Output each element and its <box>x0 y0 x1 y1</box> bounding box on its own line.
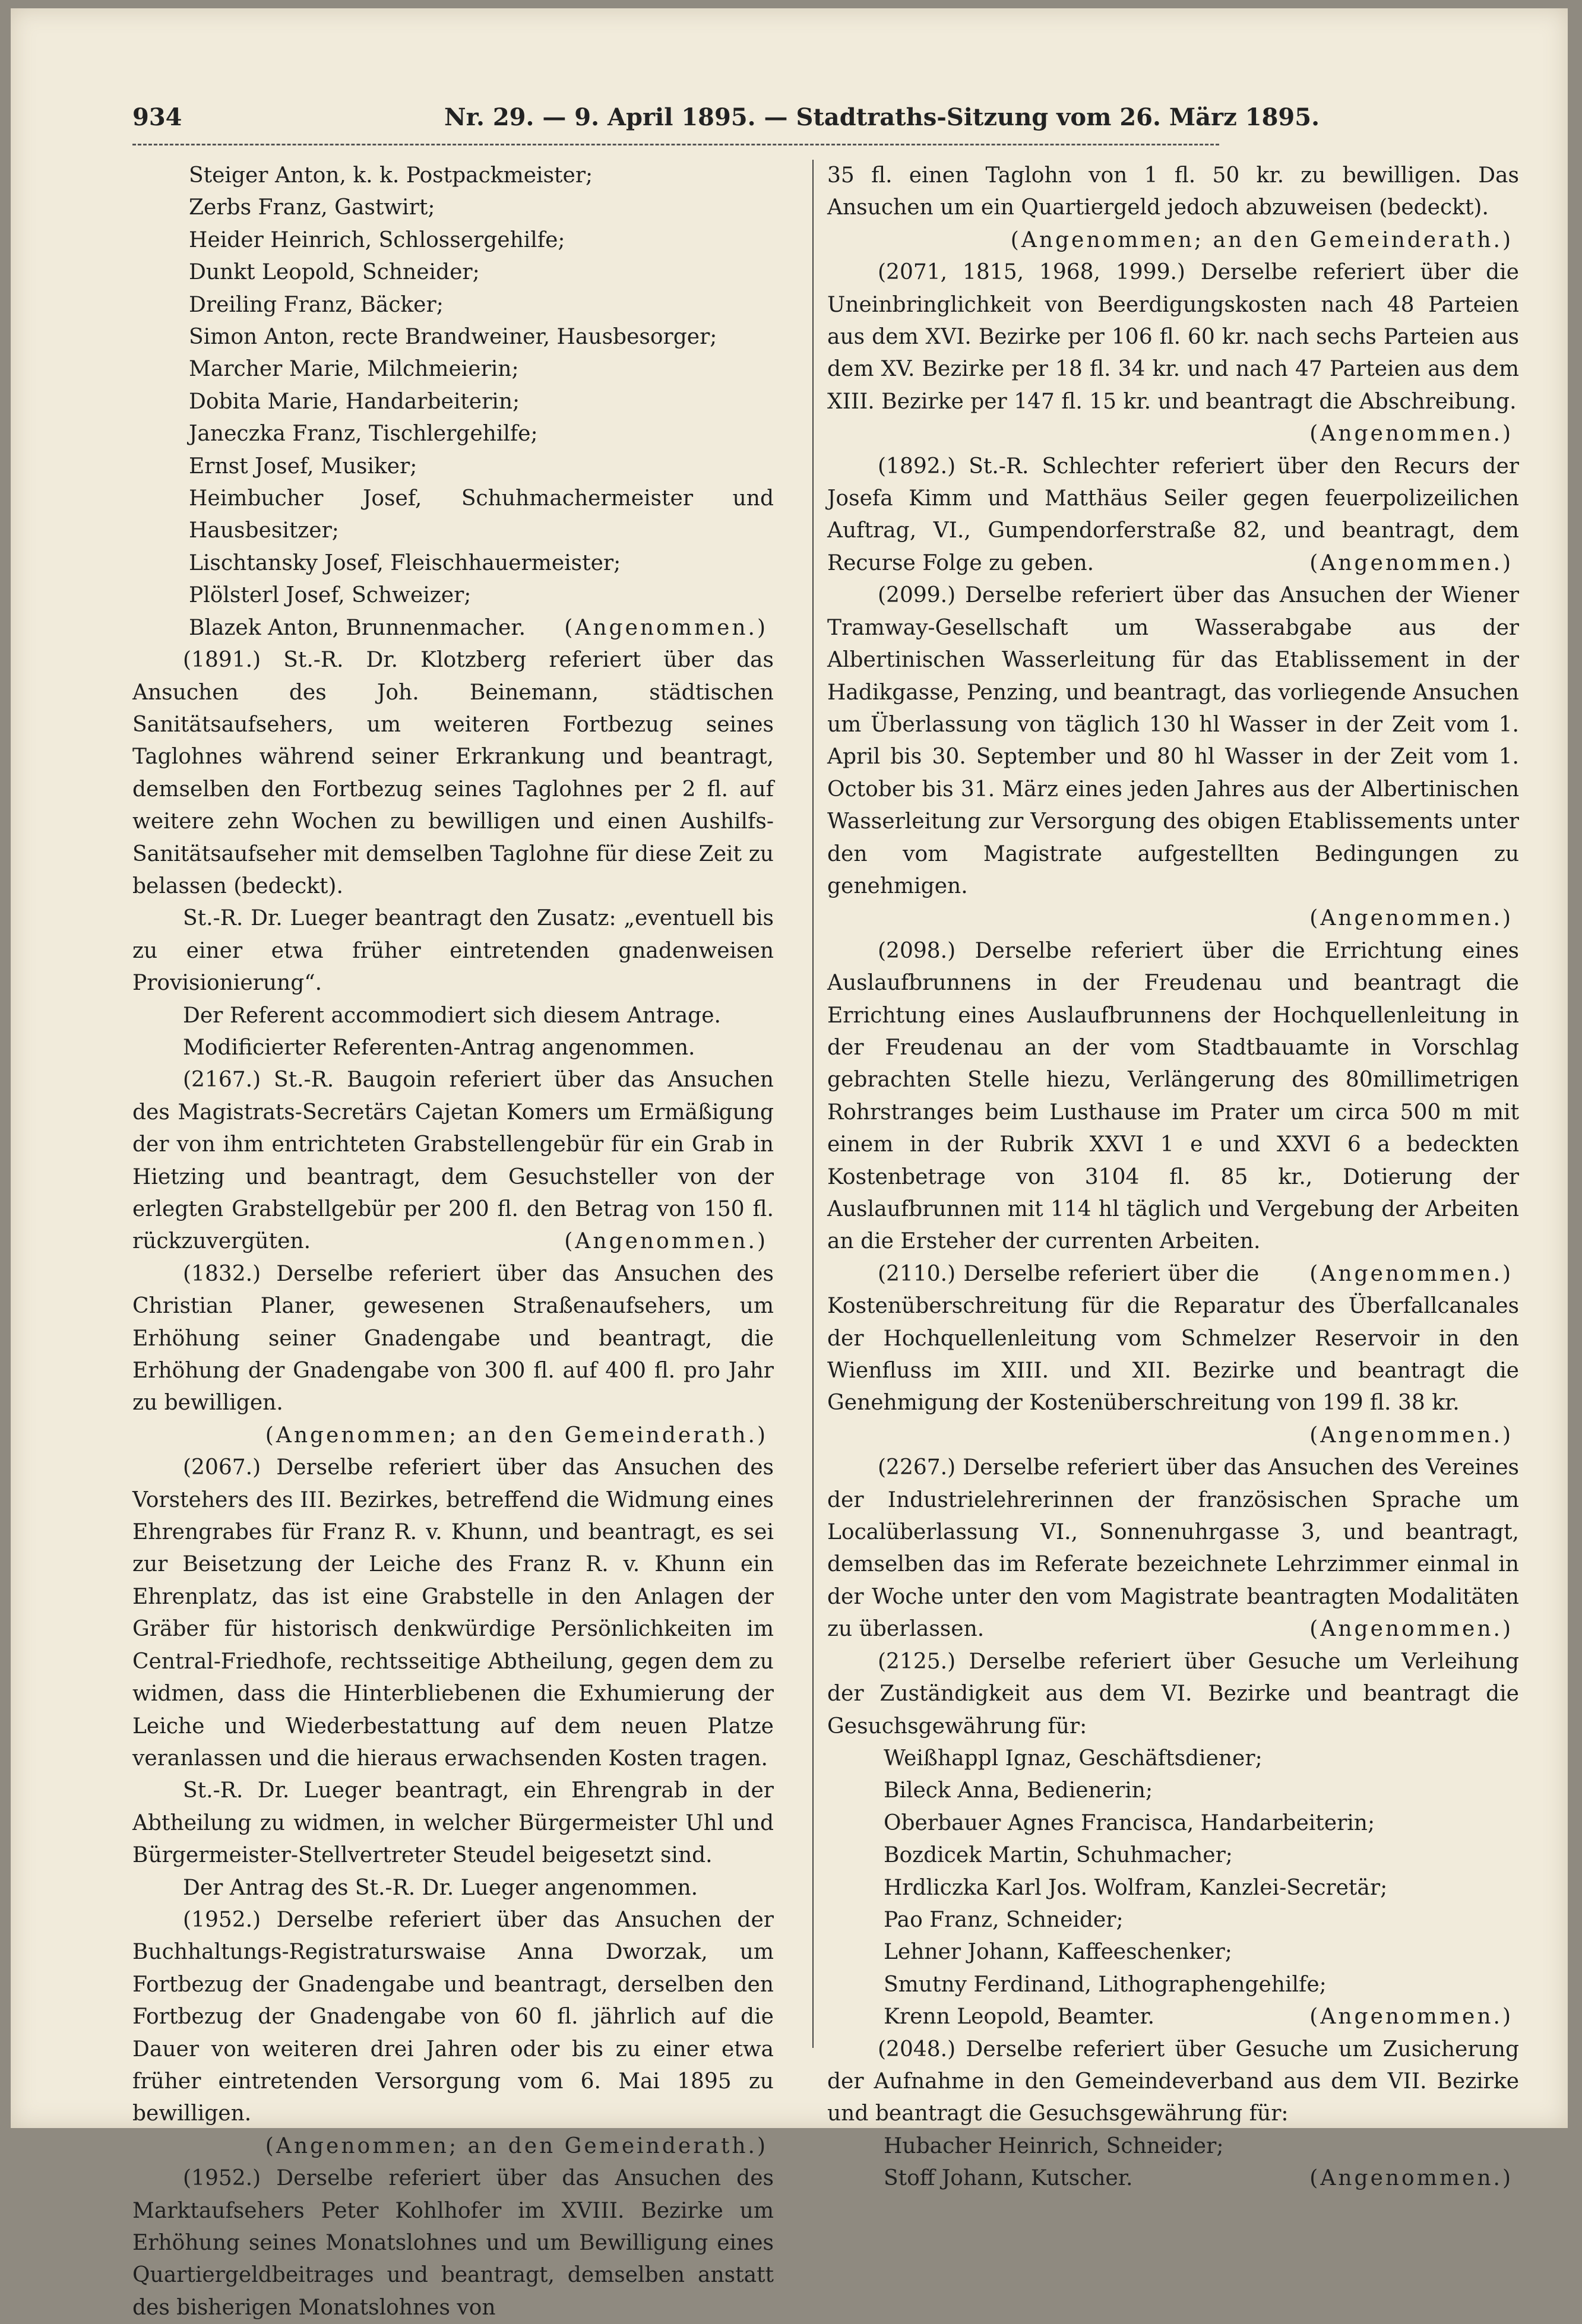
motion-paragraph: Modificierter Referenten-Antrag angenommen. <box>183 1035 695 1060</box>
name-entry: Plölsterl Josef, Schweizer; <box>189 583 472 608</box>
name-entry: Bozdicek Martin, Schuhmacher; <box>884 1843 1233 1868</box>
resolution-note: (Angenommen.) <box>1309 1261 1513 1286</box>
name-entry: Heimbucher Josef, Schuhmachermeister und Hausbesitzer; <box>189 486 774 543</box>
name-entry: Stoff Johann, Kutscher. (Angenommen.) <box>827 2162 1519 2195</box>
name-entry: Zerbs Franz, Gastwirt; <box>189 195 435 220</box>
motion-paragraph: (1952.) Derselbe referiert über das Ansuchen der Buchhaltungs-Registraturswaise Anna Dworzak, um Fortbezug der Gnadengabe und beantragt, derselben den Fortbezug der Gnadengabe von 60 fl. jährlich auf die Dauer von weiteren drei Jahren oder bis zu einer etwa früher eintretenden Versorgung vom 6. Mai 1895 zu bewilligen. <box>132 1907 774 2126</box>
name-entry: Blazek Anton, Brunnenmacher. (Angenommen.) <box>132 612 774 644</box>
resolution-note: (Angenommen.) <box>564 615 768 640</box>
motion-paragraph: (2071, 1815, 1968, 1999.) Derselbe referiert über die Uneinbringlichkeit von Beerdigungskosten nach 48 Parteien aus dem XVI. Bezirke per 106 fl. 60 kr. nach sechs Parteien aus dem XV. Bezirke per 18 fl. 34 kr. und nach 47 Parteien aus dem XIII. Bezirke per 147 fl. 15 kr. und beantragt die Abschreibung. <box>827 260 1519 414</box>
resolution-note: (Angenommen; an den Gemeinderath.) <box>265 1423 768 1448</box>
page-header <box>132 103 1320 145</box>
resolution-note: (Angenommen.) <box>1309 1617 1513 1642</box>
name-entry: Krenn Leopold, Beamter. (Angenommen.) <box>827 2001 1519 2033</box>
name-entry: Heider Heinrich, Schlossergehilfe; <box>189 227 565 252</box>
name-entry: Oberbauer Agnes Francisca, Handarbeiterin; <box>884 1810 1375 1835</box>
name-entry: Lischtansky Josef, Fleischhauermeister; <box>189 550 621 575</box>
name-entry: Bileck Anna, Bedienerin; <box>884 1778 1153 1803</box>
resolution-note: (Angenommen.) <box>1309 550 1513 575</box>
motion-paragraph: Der Referent accommodiert sich diesem Antrage. <box>183 1003 721 1028</box>
name-entry: Pao Franz, Schneider; <box>884 1907 1124 1932</box>
motion-paragraph: (2067.) Derselbe referiert über das Ansuchen des Vorstehers des III. Bezirkes, betreffend die Widmung eines Ehrengrabes für Franz R. v. Khunn, und beantragt, es sei zur Beisetzung der Leiche des Franz R. v. Khunn ein Ehrenplatz, das ist eine Grabstelle in den Anlagen der Gräber für historisch denkwürdige Persönlichkeiten im Central-Friedhofe, rechtsseitige Abtheilung, gegen dem zu widmen, dass die Hinterbliebenen die Exhumierung der Leiche und Wiederbestattung auf dem neuen Platze veranlassen und die hieraus erwachsenden Kosten tragen. <box>132 1455 774 1771</box>
resolution-note: (Angenommen.) <box>1309 2166 1513 2191</box>
motion-paragraph: (2167.) St.-R. Baugoin referiert über das Ansuchen des Magistrats-Secretärs Cajetan Komers um Ermäßigung der von ihm entrichteten Grabstellengebür für ein Grab in Hietzing und beantragt, dem Gesuchsteller von der erlegten Grabstellgebür per 200 fl. den Betrag von 150 fl. rückzuvergüten. (Angenommen.) <box>132 1064 774 1258</box>
name-entry: Lehner Johann, Kaffeeschenker; <box>884 1940 1232 1965</box>
motion-paragraph: (2098.) Derselbe referiert über die Errichtung eines Auslaufbrunnens in der Freudenau und beantragt die Errichtung eines Auslaufbrunnens der Hochquellenleitung in der Freudenau an der vom Stadtbauamte in Vorschlag gebrachten Stelle hiezu, Verlängerung des 80millimetrigen Rohrstranges beim Lusthause im Prater um circa 500 m mit einem in der Rubrik XXVI 1 e und XXVI 6 a bedeckten Kostenbetrage von 3104 fl. 85 kr., Dotierung der Auslaufbrunnen mit 114 hl täglich und Vergebung der Arbeiten an die Ersteher der currenten Arbeiten. (Angenommen.) <box>827 935 1519 1258</box>
page-number: 934 <box>132 103 182 131</box>
column-divider <box>812 160 814 2048</box>
resolution-note: (Angenommen.) <box>1309 906 1513 931</box>
resolution-note: (Angenommen.) <box>1309 2005 1513 2029</box>
name-entry: Hrdliczka Karl Jos. Wolfram, Kanzlei-Secretär; <box>884 1875 1388 1900</box>
running-head: Nr. 29. — 9. April 1895. — Stadtraths-Sitzung vom 26. März 1895. <box>444 103 1320 131</box>
name-entry: Hubacher Heinrich, Schneider; <box>884 2133 1224 2158</box>
motion-paragraph: (1891.) St.-R. Dr. Klotzberg referiert über das Ansuchen des Joh. Beinemann, städtischen Sanitätsaufsehers, um weiteren Fortbezug seines Taglohnes während seiner Erkrankung und beantragt, demselben den Fortbezug seines Taglohnes per 2 fl. auf weitere zehn Wochen zu bewilligen und einen Aushilfs-Sanitätsaufseher mit demselben Taglohne für diese Zeit zu belassen (bedeckt). <box>132 648 774 898</box>
resolution-note: (Angenommen.) <box>1309 1423 1513 1448</box>
motion-paragraph: (1952.) Derselbe referiert über das Ansuchen des Marktaufsehers Peter Kohlhofer im XVIII. Bezirke um Erhöhung seines Monatslohnes und um Bewilligung eines Quartiergeldbeitrages und beantragt, demselben anstatt des bisherigen Monatslohnes von <box>132 2166 774 2320</box>
resolution-note: (Angenommen.) <box>1309 422 1513 447</box>
name-entry: Simon Anton, recte Brandweiner, Hausbesorger; <box>189 325 717 350</box>
motion-paragraph: St.-R. Dr. Lueger beantragt, ein Ehrengrab in der Abtheilung zu widmen, in welcher Bürgermeister Uhl und Bürgermeister-Stellvertreter Steudel beigesetzt sind. <box>132 1778 774 1868</box>
resolution-note: (Angenommen; an den Gemeinderath.) <box>1010 227 1513 252</box>
motion-paragraph: 35 fl. einen Taglohn von 1 fl. 50 kr. zu bewilligen. Das Ansuchen um ein Quartiergeld jedoch abzuweisen (bedeckt). <box>827 163 1519 220</box>
motion-paragraph: (2048.) Derselbe referiert über Gesuche um Zusicherung der Aufnahme in den Gemeindeverband aus dem VII. Bezirke und beantragt die Gesuchsgewährung für: <box>827 2037 1519 2126</box>
resolution-note: (Angenommen; an den Gemeinderath.) <box>265 2133 768 2158</box>
motion-paragraph: (1892.) St.-R. Schlechter referiert über den Recurs der Josefa Kimm und Matthäus Seiler gegen feuerpolizeilichen Auftrag, VI., Gumpendorferstraße 82, und beantragt, dem Recurse Folge zu geben. (Angenommen.) <box>827 451 1519 580</box>
motion-paragraph: (1832.) Derselbe referiert über das Ansuchen des Christian Planer, gewesenen Straßenaufsehers, um Erhöhung seiner Gnadengabe und beantragt, die Erhöhung der Gnadengabe von 300 fl. auf 400 fl. pro Jahr zu bewilligen. <box>132 1261 774 1416</box>
left-column <box>132 160 774 2324</box>
motion-paragraph: Der Antrag des St.-R. Dr. Lueger angenommen. <box>183 1875 698 1900</box>
name-entry: Dunkt Leopold, Schneider; <box>189 260 480 285</box>
motion-paragraph: (2125.) Derselbe referiert über Gesuche um Verleihung der Zuständigkeit aus dem VI. Bezirke und beantragt die Gesuchsgewährung für: <box>827 1649 1519 1739</box>
motion-paragraph: (2099.) Derselbe referiert über das Ansuchen der Wiener Tramway-Gesellschaft um Wasserabgabe aus der Albertinischen Wasserleitung für das Etablissement in der Hadikgasse, Penzing, und beantragt, das vorliegende Ansuchen um Überlassung von täglich 130 hl Wasser in der Zeit vom 1. April bis 30. September und 80 hl Wasser in der Zeit vom 1. October bis 31. März eines jeden Jahres aus der Albertinischen Wasserleitung zur Versorgung des obigen Etablissements unter den vom Magistrate aufgestellten Bedingungen zu genehmigen. <box>827 583 1519 898</box>
name-entry: Weißhappl Ignaz, Geschäftsdiener; <box>884 1746 1263 1771</box>
name-entry: Smutny Ferdinand, Lithographengehilfe; <box>884 1972 1327 1997</box>
motion-paragraph: (2267.) Derselbe referiert über das Ansuchen des Vereines der Industrielehrerinnen der französischen Sprache um Localüberlassung VI., Sonnenuhrgasse 3, und beantragt, demselben das im Referate bezeichnete Lehrzimmer einmal in der Woche unter den vom Magistrate beantragten Modalitäten zu überlassen. (Angenommen.) <box>827 1452 1519 1645</box>
name-entry: Steiger Anton, k. k. Postpackmeister; <box>189 163 593 188</box>
motion-paragraph: St.-R. Dr. Lueger beantragt den Zusatz: „eventuell bis zu einer etwa früher eintretenden gnadenweisen Provisionierung“. <box>132 906 774 996</box>
right-column <box>827 160 1519 2195</box>
newspaper-page <box>11 8 1568 2320</box>
name-entry: Marcher Marie, Milchmeierin; <box>189 357 519 382</box>
name-entry: Dreiling Franz, Bäcker; <box>189 292 444 317</box>
resolution-note: (Angenommen.) <box>564 1229 768 1254</box>
name-entry: Ernst Josef, Musiker; <box>189 454 417 479</box>
name-entry: Janeczka Franz, Tischlergehilfe; <box>189 422 538 447</box>
name-entry: Dobita Marie, Handarbeiterin; <box>189 389 520 414</box>
motion-paragraph: (2110.) Derselbe referiert über die Kostenüberschreitung für die Reparatur des Überfallcanales der Hochquellenleitung vom Schmelzer Reservoir in den Wienfluss im XIII. und XII. Bezirke und beantragt die Genehmigung der Kostenüberschreitung von 199 fl. 38 kr. <box>827 1261 1519 1416</box>
header-divider <box>132 144 1219 145</box>
